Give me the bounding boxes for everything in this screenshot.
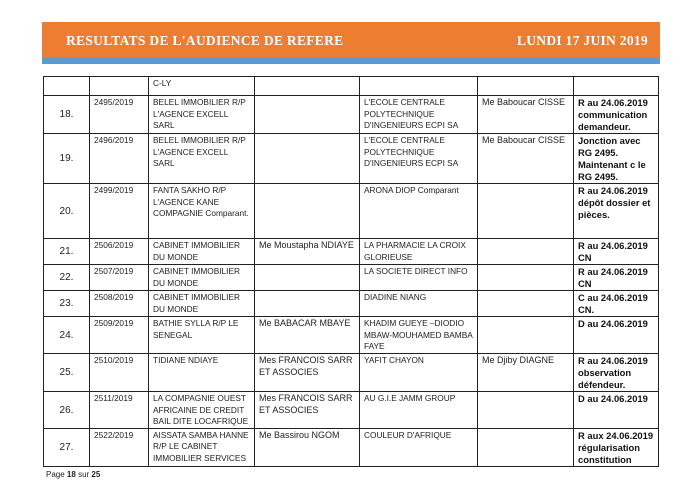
case-number-cell: 2509/2019 (90, 317, 149, 354)
row-number-cell (44, 77, 90, 96)
result-cell: R au 24.06.2019 communication demandeur. (574, 96, 659, 134)
row-number-cell: 23. (44, 291, 90, 317)
case-number-cell: 2511/2019 (90, 392, 149, 429)
plaintiff-lawyer-cell: Mes FRANCOIS SARR ET ASSOCIES (255, 392, 360, 429)
defendant-lawyer-cell (478, 428, 574, 466)
table-row (44, 392, 659, 429)
page-total: 25 (91, 469, 101, 479)
plaintiff-cell: AISSATA SAMBA HANNE R/P LE CABINET IMMOBILIER SERVICES (149, 428, 255, 466)
table-row (44, 77, 659, 96)
plaintiff-cell: CABINET IMMOBILIER DU MONDE (149, 239, 255, 265)
row-number-cell: 27. (44, 428, 90, 466)
table-row (44, 96, 659, 134)
plaintiff-cell: LA COMPAGNIE OUEST AFRICAINE DE CREDIT BAIL DITE LOCAFRIQUE (149, 392, 255, 429)
defendant-cell: LA SOCIETE DIRECT INFO (360, 265, 478, 291)
result-cell: R au 24.06.2019 CN (574, 265, 659, 291)
row-number-cell: 25. (44, 354, 90, 392)
row-number-cell: 19. (44, 134, 90, 184)
case-number-cell: 2506/2019 (90, 239, 149, 265)
row-number-cell: 18. (44, 96, 90, 134)
plaintiff-lawyer-cell: Me Bassirou NGOM (255, 428, 360, 466)
result-cell: D au 24.06.2019 (574, 392, 659, 429)
result-cell: R aux 24.06.2019 régularisation constitution (574, 428, 659, 466)
plaintiff-cell: TIDIANE NDIAYE (149, 354, 255, 392)
page-sur: sur (78, 469, 90, 479)
plaintiff-lawyer-cell (255, 184, 360, 239)
plaintiff-lawyer-cell: Me Moustapha NDIAYE (255, 239, 360, 265)
case-number-cell: 2496/2019 (90, 134, 149, 184)
defendant-lawyer-cell (478, 317, 574, 354)
plaintiff-lawyer-cell (255, 291, 360, 317)
plaintiff-cell: BELEL IMMOBILIER R/P L'AGENCE EXCELL SARL (149, 96, 255, 134)
header-stripe (42, 58, 660, 64)
defendant-lawyer-cell (478, 184, 574, 239)
plaintiff-cell: CABINET IMMOBILIER DU MONDE (149, 291, 255, 317)
defendant-cell: L'ECOLE CENTRALE POLYTECHNIQUE D'INGENIEURS ECPI SA (360, 96, 478, 134)
page-number: 18 (66, 469, 76, 479)
case-number-cell: 2510/2019 (90, 354, 149, 392)
case-number-cell: 2495/2019 (90, 96, 149, 134)
defendant-cell: DIADINE NIANG (360, 291, 478, 317)
table-row (44, 291, 659, 317)
defendant-cell: COULEUR D'AFRIQUE (360, 428, 478, 466)
defendant-cell (360, 77, 478, 96)
defendant-cell: L'ECOLE CENTRALE POLYTECHNIQUE D'INGENIEURS ECPI SA (360, 134, 478, 184)
defendant-lawyer-cell (478, 265, 574, 291)
result-cell: R au 24.06.2019 observation défendeur. (574, 354, 659, 392)
plaintiff-cell: FANTA SAKHO R/P L'AGENCE KANE COMPAGNIE Comparant. (149, 184, 255, 239)
table-row (44, 265, 659, 291)
result-cell: C au 24.06.2019 CN. (574, 291, 659, 317)
result-cell: Jonction avec RG 2495. Maintenant c le RG 2495. (574, 134, 659, 184)
row-number-cell: 24. (44, 317, 90, 354)
defendant-lawyer-cell (478, 291, 574, 317)
defendant-cell: KHADIM GUEYE –DIODIO MBAW-MOUHAMED BAMBA FAYE (360, 317, 478, 354)
plaintiff-lawyer-cell: Mes FRANCOIS SARR ET ASSOCIES (255, 354, 360, 392)
row-number-cell: 26. (44, 392, 90, 429)
hearing-date: LUNDI 17 JUIN 2019 (516, 33, 648, 48)
defendant-cell: AU G.I.E JAMM GROUP (360, 392, 478, 429)
row-number-cell: 21. (44, 239, 90, 265)
case-number-cell: 2507/2019 (90, 265, 149, 291)
defendant-lawyer-cell (478, 239, 574, 265)
defendant-lawyer-cell: Me Djiby DIAGNE (478, 354, 574, 392)
defendant-lawyer-cell: Me Baboucar CISSE (478, 134, 574, 184)
defendant-cell: YAFIT CHAYON (360, 354, 478, 392)
results-table (43, 76, 659, 467)
table-row (44, 239, 659, 265)
page-content (43, 76, 658, 480)
table-row (44, 184, 659, 239)
case-number-cell: 2522/2019 (90, 428, 149, 466)
plaintiff-lawyer-cell (255, 134, 360, 184)
table-row (44, 134, 659, 184)
page-label: Page (46, 469, 65, 479)
result-cell (574, 77, 659, 96)
row-number-cell: 20. (44, 184, 90, 239)
case-number-cell (90, 77, 149, 96)
plaintiff-lawyer-cell (255, 96, 360, 134)
defendant-cell: ARONA DIOP Comparant (360, 184, 478, 239)
result-cell: R au 24.06.2019 CN (574, 239, 659, 265)
plaintiff-cell: CABINET IMMOBILIER DU MONDE (149, 265, 255, 291)
defendant-cell: LA PHARMACIE LA CROIX GLORIEUSE (360, 239, 478, 265)
case-number-cell: 2499/2019 (90, 184, 149, 239)
plaintiff-cell: C-LY (149, 77, 255, 96)
defendant-lawyer-cell (478, 77, 574, 96)
row-number-cell: 22. (44, 265, 90, 291)
result-cell: D au 24.06.2019 (574, 317, 659, 354)
result-cell: R au 24.06.2019 dépôt dossier et pièces. (574, 184, 659, 239)
defendant-lawyer-cell (478, 392, 574, 429)
table-row (44, 354, 659, 392)
plaintiff-cell: BATHIE SYLLA R/P LE SENEGAL (149, 317, 255, 354)
page-footer (46, 470, 658, 480)
case-number-cell: 2508/2019 (90, 291, 149, 317)
table-row (44, 317, 659, 354)
document-title: RESULTATS DE L'AUDIENCE DE REFERE (66, 33, 344, 48)
table-row (44, 428, 659, 466)
plaintiff-lawyer-cell: Me BABACAR MBAYE (255, 317, 360, 354)
plaintiff-lawyer-cell (255, 77, 360, 96)
defendant-lawyer-cell: Me Baboucar CISSE (478, 96, 574, 134)
plaintiff-lawyer-cell (255, 265, 360, 291)
plaintiff-cell: BELEL IMMOBILIER R/P L'AGENCE EXCELL SARL (149, 134, 255, 184)
